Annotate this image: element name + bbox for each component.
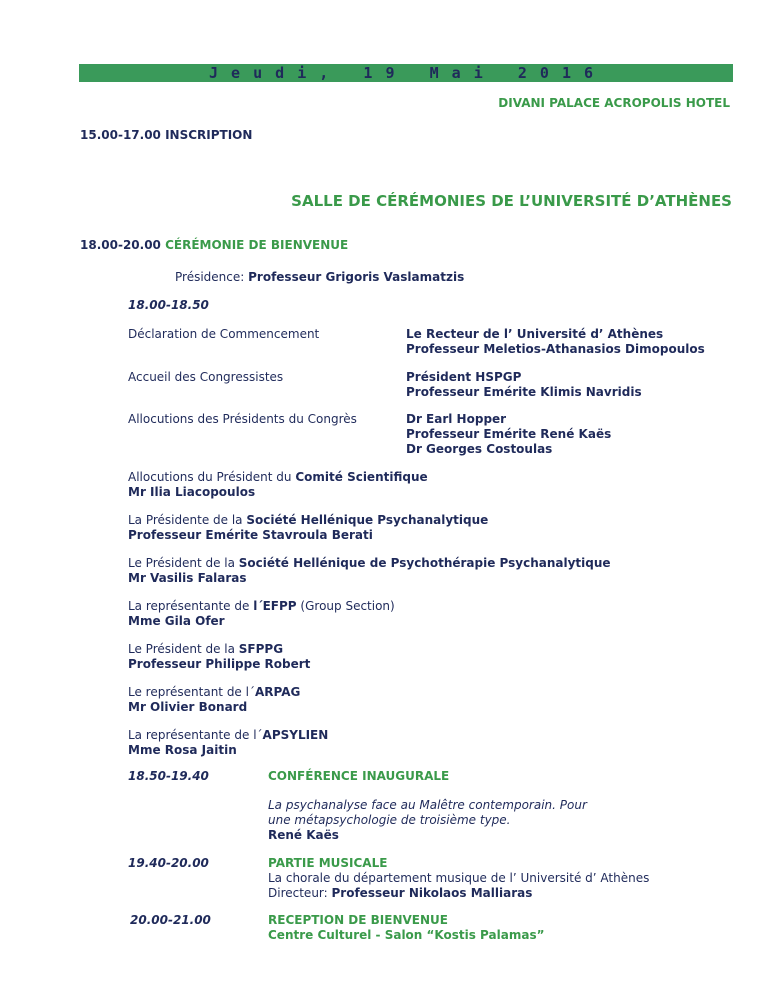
venue-heading: SALLE DE CÉRÉMONIES DE L’UNIVERSITÉ D’ATHÈNES xyxy=(291,192,732,210)
allocution-speaker: Professeur Emérite Stavroula Berati xyxy=(128,528,373,542)
allocution-intro: La représentante de xyxy=(128,599,254,613)
conference-line: La psychanalyse face au Malêtre contemporain. Pour xyxy=(268,798,587,812)
allocution-org: Société Hellénique Psychanalytique xyxy=(246,513,489,527)
allocution-speaker: Professeur Philippe Robert xyxy=(128,657,311,671)
program-time: 20.00-21.00 xyxy=(130,913,211,927)
conference-author: René Kaës xyxy=(268,828,339,842)
allocution xyxy=(128,599,395,629)
allocution xyxy=(128,728,328,758)
row-value-line: Dr Earl Hopper xyxy=(406,412,507,426)
program-line: La chorale du département musique de l’ Université d’ Athènes xyxy=(268,871,650,885)
allocution-speaker: Mme Rosa Jaitin xyxy=(128,743,237,757)
allocution-org: l΄EFPP xyxy=(253,599,297,613)
allocution-speaker: Mme Gila Ofer xyxy=(128,614,225,628)
session-time: 18.00-18.50 xyxy=(128,298,209,312)
program-block xyxy=(268,913,544,943)
row-value-line: Professeur Emérite Klimis Navridis xyxy=(406,385,642,399)
program-title: PARTIE MUSICALE xyxy=(268,856,388,870)
presidence-label: Présidence: xyxy=(175,270,249,284)
row-label: Déclaration de Commencement xyxy=(128,327,320,341)
allocution-speaker: Mr Vasilis Falaras xyxy=(128,571,247,585)
row-value-line: Professeur Emérite René Kaës xyxy=(406,427,612,441)
allocution xyxy=(128,556,611,586)
program-block xyxy=(268,856,649,901)
row-value-line: Professeur Meletios-Athanasios Dimopoulos xyxy=(406,342,705,356)
allocution-intro: Le Président de la xyxy=(128,556,239,570)
allocution xyxy=(128,513,488,543)
allocution xyxy=(128,685,300,715)
conference-line: une métapsychologie de troisième type. xyxy=(268,813,511,827)
presidence-line xyxy=(175,270,464,284)
ceremony-title: CÉRÉMONIE DE BIENVENUE xyxy=(165,238,349,252)
row-value xyxy=(406,327,705,357)
allocution-org: SFPPG xyxy=(238,642,284,656)
allocution-intro: Le Président de la xyxy=(128,642,239,656)
allocution-org: APSYLIEN xyxy=(262,728,329,742)
inscription-line: 15.00-17.00 INSCRIPTION xyxy=(80,128,253,142)
director-label: Directeur: xyxy=(268,886,332,900)
program-title: RECEPTION DE BIENVENUE xyxy=(268,913,448,927)
allocution-intro: Le représentant de l΄ xyxy=(128,685,255,699)
allocution xyxy=(128,642,310,672)
hotel-name: DIVANI PALACE ACROPOLIS HOTEL xyxy=(498,96,730,110)
ceremony-heading xyxy=(80,238,348,252)
program-director xyxy=(268,886,649,901)
allocution-speaker: Mr Ilia Liacopoulos xyxy=(128,485,256,499)
row-value-line: Le Recteur de l’ Université d’ Athènes xyxy=(406,327,664,341)
allocution-intro: Allocutions du Président du xyxy=(128,470,296,484)
date-banner: J e u d i , 1 9 M a i 2 0 1 6 xyxy=(79,64,733,82)
row-value-line: Président HSPGP xyxy=(406,370,522,384)
row-value xyxy=(406,370,642,400)
row-value xyxy=(406,412,611,457)
row-label: Allocutions des Présidents du Congrès xyxy=(128,412,357,426)
row-label: Accueil des Congressistes xyxy=(128,370,284,384)
row-value-line: Dr Georges Costoulas xyxy=(406,442,553,456)
presidence-name: Professeur Grigoris Vaslamatzis xyxy=(248,270,465,284)
allocution-org: Comité Scientifique xyxy=(295,470,428,484)
allocution-org: Société Hellénique de Psychothérapie Psychanalytique xyxy=(238,556,611,570)
program-time: 18.50-19.40 xyxy=(128,769,209,783)
conference-abstract xyxy=(268,798,587,843)
allocution xyxy=(128,470,428,500)
program-line: Centre Culturel - Salon “Kostis Palamas” xyxy=(268,928,545,942)
allocution-speaker: Mr Olivier Bonard xyxy=(128,700,248,714)
ceremony-time: 18.00-20.00 xyxy=(80,238,161,252)
program-title: CONFÉRENCE INAUGURALE xyxy=(268,769,450,783)
program-time: 19.40-20.00 xyxy=(128,856,209,870)
allocution-intro: La Présidente de la xyxy=(128,513,247,527)
allocution-suffix: (Group Section) xyxy=(296,599,395,613)
allocution-intro: La représentante de l΄ xyxy=(128,728,263,742)
allocution-org: ARPAG xyxy=(254,685,301,699)
director-name: Professeur Nikolaos Malliaras xyxy=(331,886,533,900)
